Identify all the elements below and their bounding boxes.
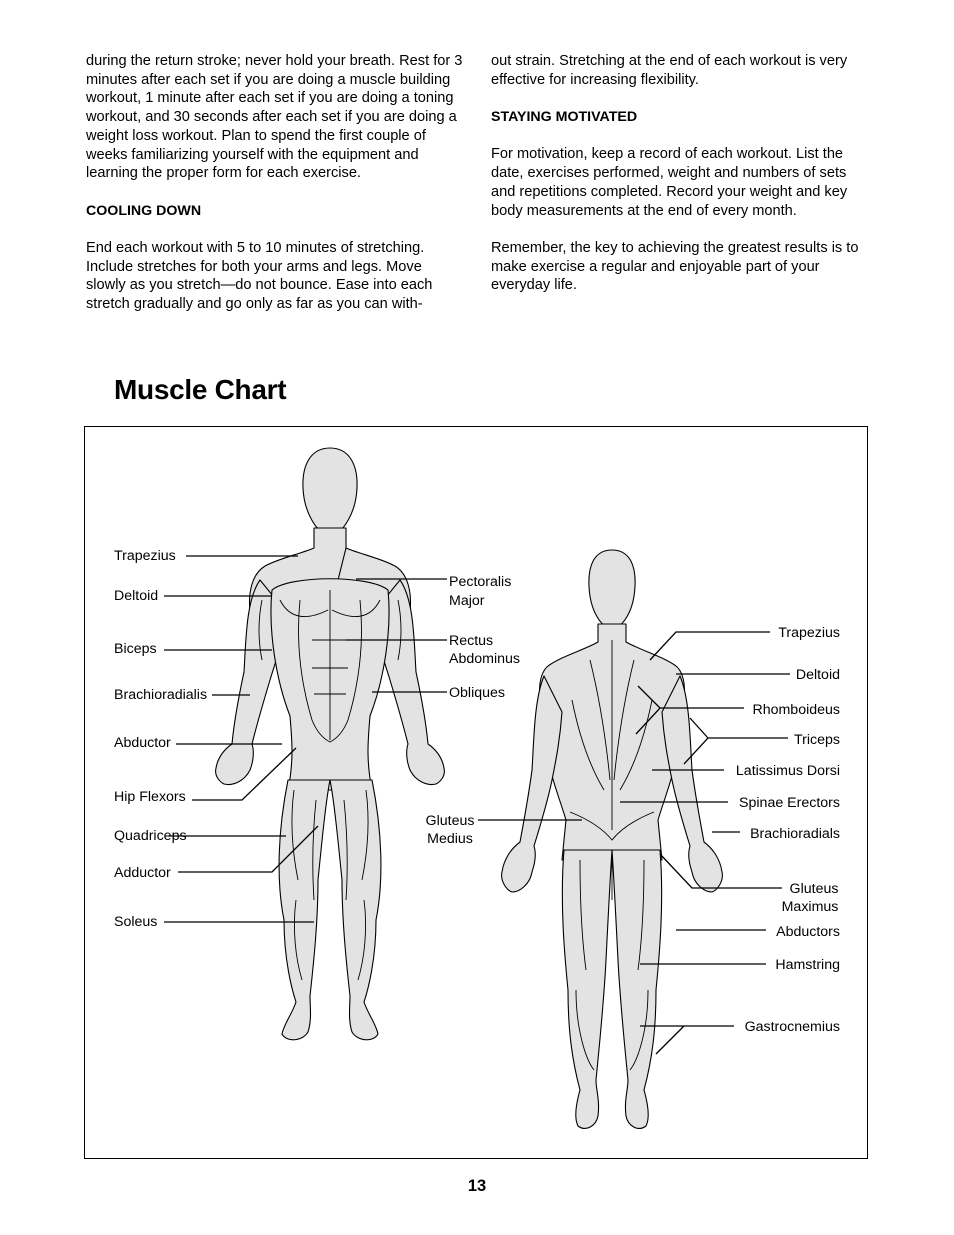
label-front-biceps: Biceps	[114, 641, 157, 657]
label-pectoralis-line2: Major	[449, 593, 485, 609]
front-left-leg	[279, 780, 330, 1040]
label-back-latissimus-dorsi: Latissimus Dorsi	[735, 763, 840, 779]
staying-motivated-heading: STAYING MOTIVATED	[491, 109, 638, 126]
back-left-leg	[562, 850, 612, 1128]
label-gluteus-medius-line1: Gluteus	[425, 813, 475, 829]
label-back-trapezius: Trapezius	[778, 625, 840, 641]
right-paragraph-1: out strain. Stretching at the end of each workout is very effective for increasing flexibility.	[491, 53, 848, 88]
label-front-deltoid: Deltoid	[114, 588, 159, 604]
right-paragraph-2: For motivation, keep a record of each workout. List the date, exercises performed, weight and numbers of sets and repetitions completed. Record your weight and key body measurements at the end of every month.	[491, 146, 848, 219]
label-back-gluteus-maximus-line2: Maximus	[781, 899, 839, 915]
label-rectus-line2: Abdominus	[449, 651, 520, 667]
label-gluteus-medius-line2: Medius	[427, 831, 473, 847]
front-head	[303, 448, 357, 538]
label-back-abductors: Abductors	[776, 924, 840, 940]
label-front-trapezius: Trapezius	[114, 548, 176, 564]
label-front-hip-flexors: Hip Flexors	[114, 789, 186, 805]
label-front-brachioradialis: Brachioradialis	[114, 687, 208, 703]
label-obliques: Obliques	[449, 685, 505, 701]
label-front-adductor: Adductor	[114, 865, 171, 881]
muscle-chart-title: Muscle Chart	[114, 374, 287, 405]
page-number: 13	[467, 1177, 487, 1195]
label-front-abductor: Abductor	[114, 735, 171, 751]
right-paragraph-3: Remember, the key to achieving the greatest results is to make exercise a regular and enjoyable part of your everyday life.	[491, 239, 859, 294]
label-rectus-line1: Rectus	[449, 633, 494, 649]
back-right-leg	[612, 850, 662, 1128]
label-back-deltoid: Deltoid	[795, 667, 840, 683]
back-head	[589, 550, 635, 630]
label-back-triceps: Triceps	[794, 732, 840, 748]
back-left-arm	[502, 676, 562, 892]
front-right-leg	[330, 780, 381, 1040]
label-back-gluteus-maximus-line1: Gluteus	[789, 881, 839, 897]
label-back-gastrocnemius: Gastrocnemius	[744, 1019, 840, 1035]
left-paragraph-1: during the return stroke; never hold your breath. Rest for 3 minutes after each set if you are doing a muscle building workout, 1 minute after each set if you are doing a toning workout, and 30 seconds after each set if you are doing a weight loss workout. Plan to spend the first couple of weeks familiarizing yourself with the equipment and learning the proper form for each exercise.	[86, 53, 463, 182]
label-back-hamstring: Hamstring	[775, 957, 840, 973]
left-paragraph-2: End each workout with 5 to 10 minutes of stretching. Include stretches for both your arms and legs. Move slowly as you stretch—do not bounce. Ease into each stretch gradually and go only as far as you can with-	[86, 240, 433, 313]
label-front-quadriceps: Quadriceps	[114, 828, 187, 844]
cooling-down-heading: COOLING DOWN	[86, 202, 202, 219]
label-back-brachioradials: Brachioradials	[750, 826, 840, 842]
label-back-rhomboideus: Rhomboideus	[752, 702, 840, 718]
label-back-spinae-erectors: Spinae Erectors	[739, 795, 840, 811]
label-pectoralis-line1: Pectoralis	[449, 574, 512, 590]
label-front-soleus: Soleus	[114, 914, 158, 930]
